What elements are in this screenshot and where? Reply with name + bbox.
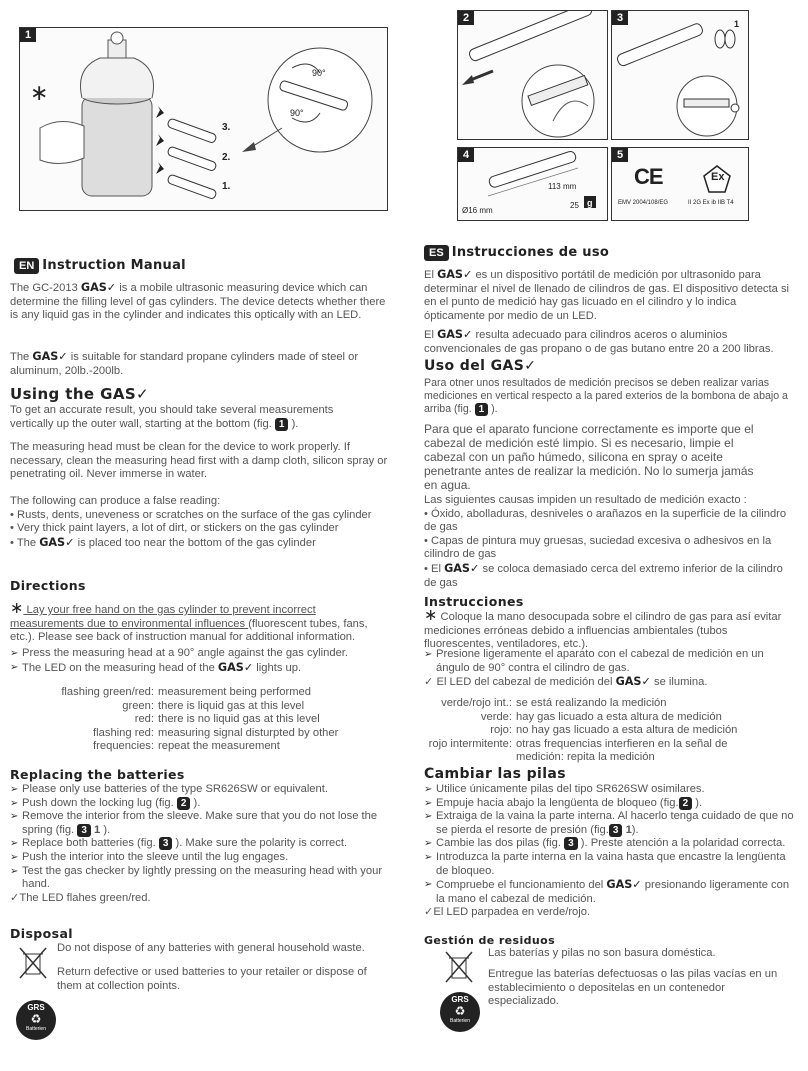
list-item: ➢ Push down the locking lug (fig. 2 ). bbox=[10, 797, 390, 811]
table-row: green: there is liquid gas at this level bbox=[122, 699, 305, 712]
figure-4-diameter: Ø16 mm bbox=[462, 206, 493, 215]
figure-5-drawing bbox=[612, 148, 748, 220]
en-batteries-title: Replacing the batteries bbox=[10, 767, 185, 782]
figure-5-number: 5 bbox=[612, 148, 628, 162]
figure-1-label-1: 1. bbox=[222, 181, 231, 192]
es-intro-1: El GAS✓ es un dispositivo portátil de medición por ultrasonido para determinar el nivel de llenado de cilindros de gas. El dispositivo detecta si en el punto de medició hay gas licuado en el cilindro y lo indica ópticamente por medio de un LED. bbox=[424, 268, 790, 322]
en-title: Instruction Manual bbox=[42, 258, 186, 273]
table-row: medición: repita la medición bbox=[516, 751, 655, 764]
figure-4-weight-unit: g bbox=[587, 198, 593, 208]
en-directions-note: ∗ Lay your free hand on the gas cylinder to prevent incorrect measurements due to environmental influences (fluorescent tubes, fans, etc.). Please see back of instruction manual for additional information. bbox=[10, 600, 368, 644]
grs-logo: GRS ♻ Batterien bbox=[440, 992, 480, 1032]
es-residuos-2: Entregue las baterías defectuosas o las pilas vacías en un establecimiento o depositelas en un contenedor especializado. bbox=[488, 968, 778, 1008]
en-disposal-2: Return defective or used batteries to your retailer or dispose of them at collection points. bbox=[57, 966, 367, 992]
list-item: ➢ Introduzca la parte interna en la vaina hasta que encastre la lengüenta de bloqueo. bbox=[424, 851, 796, 878]
table-row: rojo intermitente: otras frequencias interfieren en la señal de bbox=[428, 737, 728, 750]
en-using-2: The measuring head must be clean for the device to work properly. If necessary, clean the measuring head first with a damp cloth, silicon spray or penetrating oil. Never immerse in water. bbox=[10, 441, 388, 481]
es-instrucciones-steps bbox=[424, 648, 796, 690]
list-item: ➢ Please only use batteries of the type SR626SW or equivalent. bbox=[10, 783, 390, 797]
table-row: rojo: no hay gas licuado a esta altura de medición bbox=[490, 724, 738, 737]
en-badge: EN bbox=[14, 258, 39, 274]
list-item: ➢ Remove the interior from the sleeve. Make sure that you do not lose the spring (fig. 3 1 ). bbox=[10, 810, 390, 837]
table-row: flashing red: measuring signal disturpted by other bbox=[93, 726, 339, 739]
es-pilas-steps bbox=[424, 783, 796, 920]
ce-caption: EMV 2004/108/EG bbox=[618, 200, 669, 206]
figure-2 bbox=[457, 10, 608, 140]
list-item: ✓ El LED del cabezal de medición del GAS✓ se ilumina. bbox=[424, 675, 708, 689]
figure-3-number: 3 bbox=[612, 11, 628, 25]
list-item: ➢ Test the gas checker by lightly pressing on the measuring head with your hand. bbox=[10, 865, 390, 892]
figure-3-drawing bbox=[612, 11, 748, 139]
en-batteries-steps bbox=[10, 783, 390, 905]
crossed-bin-icon bbox=[444, 950, 474, 984]
list-item: ➢ Replace both batteries (fig. 3 ). Make sure the polarity is correct. bbox=[10, 837, 390, 851]
figure-3-part: 1 bbox=[734, 19, 740, 29]
en-directions-title: Directions bbox=[10, 578, 86, 593]
es-uso-1: Para otner unos resultados de medición precisos se deben realizar varias mediciones en vertical respecto a la pared exterios de la bombona de abajo a arriba (fig. 1 ). bbox=[424, 377, 788, 415]
figure-4-number: 4 bbox=[458, 148, 474, 162]
figure-3 bbox=[611, 10, 749, 140]
table-row: red: there is no liquid gas at this level bbox=[134, 713, 320, 726]
list-item: ➢ Empuje hacia abajo la lengüenta de bloqueo (fig. 2 ). bbox=[424, 797, 796, 811]
list-item: ➢ Extraiga de la vaina la parte interna. Al hacerlo tenga cuidado de que no se pierda el resorte de presión (fig. 3 1). bbox=[424, 810, 796, 837]
figure-1-angle-a: 90° bbox=[312, 68, 326, 78]
ce-mark: CE bbox=[634, 164, 663, 189]
en-using-1: To get an accurate result, you should take several measurements vertically up the outer wall, starting at the bottom (fig. 1 ). bbox=[10, 404, 334, 430]
es-title: Instrucciones de uso bbox=[451, 245, 610, 260]
list-item: ➢ The LED on the measuring head of the GAS✓ lights up. bbox=[10, 661, 390, 676]
es-instrucciones-title: Instrucciones bbox=[424, 594, 524, 609]
en-title-row bbox=[14, 256, 186, 274]
list-item: ➢ Presione ligeramente el aparato con el cabezal de medición en un ángulo de 90° contra el cilindro de gas. bbox=[424, 648, 796, 675]
es-pilas-title: Cambiar las pilas bbox=[424, 766, 567, 782]
figure-5 bbox=[611, 147, 749, 221]
en-intro-2: The GAS✓ is suitable for standard propane cylinders made of steel or aluminum, 20lb.-200lb. bbox=[10, 350, 359, 377]
table-row: verde/rojo int.: se está realizando la medición bbox=[441, 697, 667, 709]
es-residuos-title: Gestión de residuos bbox=[424, 934, 556, 947]
list-item: ✓The LED flahes green/red. bbox=[10, 891, 151, 904]
es-title-row bbox=[424, 243, 609, 261]
figure-1-drawing bbox=[20, 28, 387, 210]
es-causes: Las siguientes causas impiden un resultado de medición exacto : • Óxido, abolladuras, desniveles o arañazos en la superficie de la cilindro de gas • Capas de pintura muy gruesas, suciedad excesiva o adhesivos en la cilindro de gas • El GAS✓ se coloca demasiado cerca del extremo inferior de la cilindro de gas bbox=[424, 494, 787, 589]
figure-4-length: 113 mm bbox=[548, 182, 577, 191]
list-item: ➢ Compruebe el funcionamiento del GAS✓ presionando ligeramente con la mano el cabezal de medición. bbox=[424, 878, 796, 906]
figure-4 bbox=[457, 147, 608, 221]
figure-1 bbox=[19, 27, 388, 211]
en-disposal-1: Do not dispose of any batteries with general household waste. bbox=[57, 942, 365, 954]
figure-1-angle-b: 90° bbox=[290, 108, 304, 118]
en-intro-1: The GC-2013 GAS✓ is a mobile ultrasonic measuring device which can determine the filling level of gas cylinders. The device detects whether there is any liquid gas in the cylinder and indicates this optically with an LED. bbox=[10, 281, 386, 322]
ex-mark: Ex bbox=[711, 171, 725, 183]
grs-logo: GRS ♻ Batterien bbox=[16, 1000, 56, 1040]
ex-caption: II 2G Ex ib IIB T4 bbox=[688, 200, 734, 206]
table-row: verde: hay gas licuado a esta altura de medición bbox=[480, 710, 722, 723]
figure-2-number: 2 bbox=[458, 11, 474, 25]
en-using-title: Using the GAS✓ bbox=[10, 385, 150, 403]
list-item: ➢ Push the interior into the sleeve until the lug engages. bbox=[10, 851, 390, 865]
table-row: frequencies: repeat the measurement bbox=[93, 740, 280, 753]
en-disposal-title: Disposal bbox=[10, 926, 73, 941]
es-intro-2: El GAS✓ resulta adecuado para cilindros aceros o aluminios convencionales de gas propano o de gas butano entre 20 a 200 libras. bbox=[424, 328, 774, 355]
es-residuos-1: Las baterías y pilas no son basura doméstica. bbox=[488, 947, 716, 959]
es-led-table bbox=[424, 697, 796, 765]
en-led-table bbox=[10, 686, 390, 754]
en-directions-steps bbox=[10, 647, 390, 675]
es-uso-title: Uso del GAS✓ bbox=[424, 358, 537, 374]
figure-1-label-3: 3. bbox=[222, 122, 231, 133]
figure-1-number: 1 bbox=[20, 28, 36, 42]
figure-1-star: ∗ bbox=[30, 80, 49, 105]
figure-1-label-2: 2. bbox=[222, 152, 231, 163]
es-badge: ES bbox=[424, 245, 449, 261]
crossed-bin-icon bbox=[18, 946, 48, 980]
list-item: ➢ Utilice únicamente pilas del tipo SR626SW osimilares. bbox=[424, 783, 796, 797]
en-false-reading: The following can produce a false reading: • Rusts, dents, uneveness or scratches on the surface of the gas cylinder • Very thick paint layers, a lot of dirt, or stickers on the gas cylinder • The GAS✓ is placed too near the bottom of the gas cylinder bbox=[10, 495, 372, 549]
figure-2-drawing bbox=[458, 11, 607, 139]
list-item: ✓El LED parpadea en verde/rojo. bbox=[424, 906, 591, 919]
es-instrucciones-note: ∗ Coloque la mano desocupada sobre el cilindro de gas para así evitar mediciones erróneas debido a influencias ambientales (tubos fluorescentes, ventiladores, etc.). bbox=[424, 607, 782, 651]
es-uso-2: Para que el aparato funcione correctamente es importe que el cabezal de medición esté limpio. Si es necesario, limpie el cabezal con un paño húmedo, silicona en spray o aceite penetrante antes de realizar la medición. No lo sumerja jamás en agua. bbox=[424, 422, 754, 492]
figure-4-weight: 25 bbox=[570, 201, 579, 210]
list-item: ➢ Cambie las dos pilas (fig. 3 ). Preste atención a la polaridad correcta. bbox=[424, 837, 796, 851]
list-item: ➢ Press the measuring head at a 90° angle against the gas cylinder. bbox=[10, 647, 390, 661]
table-row: flashing green/red: measurement being performed bbox=[61, 686, 311, 698]
